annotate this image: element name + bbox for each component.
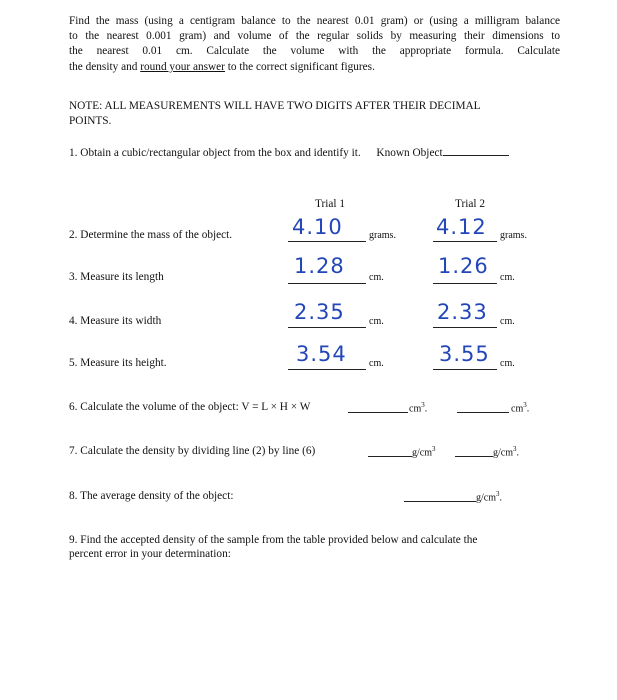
volume-trial-2-unit	[511, 401, 529, 414]
length-trial-1-line[interactable]	[288, 283, 366, 284]
width-trial-2-line[interactable]	[433, 327, 497, 328]
mass-trial-2-unit: grams.	[500, 230, 527, 241]
question-4: 4. Measure its width	[69, 315, 162, 327]
density-trial-2-unit	[493, 445, 519, 458]
instructions-line-3: the nearest 0.01 cm. Calculate the volume with the appropriate formula. Calculate	[69, 45, 560, 58]
instructions-line-4a: the density and	[69, 60, 138, 73]
density-unit-text: g/cm	[412, 447, 432, 459]
known-object-blank[interactable]	[443, 144, 509, 156]
width-trial-1-value: 2.35	[294, 300, 345, 324]
average-density-unit-exponent: 3	[496, 490, 500, 498]
height-trial-1-line[interactable]	[288, 369, 366, 370]
mass-trial-1-line[interactable]	[288, 241, 366, 242]
question-9-line-1: 9. Find the accepted density of the sample from the table provided below and calculate the	[69, 534, 478, 546]
round-answer-emphasis: round your answer	[140, 60, 225, 73]
trial-1-header: Trial 1	[315, 198, 346, 210]
known-object-label: Known Object	[376, 147, 443, 159]
height-trial-1-unit: cm.	[369, 358, 384, 369]
mass-trial-1-value: 4.10	[292, 215, 343, 239]
volume-trial-2-line[interactable]	[457, 412, 509, 413]
density-trial-2-line[interactable]	[455, 456, 493, 457]
length-trial-2-value: 1.26	[438, 254, 489, 278]
note-line-2: POINTS.	[69, 115, 112, 127]
question-1	[69, 144, 509, 159]
density-trial-1-line[interactable]	[368, 456, 412, 457]
question-8: 8. The average density of the object:	[69, 490, 234, 502]
volume-trial-1-unit	[409, 401, 427, 414]
question-1-text: 1. Obtain a cubic/rectangular object from the box and identify it.	[69, 147, 361, 159]
instructions-paragraph	[69, 14, 560, 75]
height-trial-2-value: 3.55	[439, 342, 490, 366]
width-trial-1-line[interactable]	[288, 327, 366, 328]
width-trial-2-value: 2.33	[437, 300, 488, 324]
height-trial-2-unit: cm.	[500, 358, 515, 369]
instructions-line-4b: to the correct significant figures.	[227, 60, 375, 73]
average-density-unit-text: g/cm	[476, 492, 496, 504]
average-density-line[interactable]	[404, 501, 476, 502]
question-3: 3. Measure its length	[69, 271, 164, 283]
instructions-line-4	[69, 60, 560, 75]
mass-trial-2-line[interactable]	[433, 241, 497, 242]
density-unit-exponent: 3	[513, 445, 517, 453]
average-density-unit	[476, 490, 502, 503]
width-trial-1-unit: cm.	[369, 316, 384, 327]
length-trial-2-unit: cm.	[500, 272, 515, 283]
volume-trial-1-line[interactable]	[348, 412, 408, 413]
volume-unit-text: cm	[409, 403, 422, 415]
trial-2-header: Trial 2	[455, 198, 486, 210]
volume-unit-period: .	[526, 403, 530, 415]
question-9-line-2: percent error in your determination:	[69, 548, 231, 560]
mass-trial-1-unit: grams.	[369, 230, 396, 241]
density-unit-text: g/cm	[493, 447, 513, 459]
note-line-1: NOTE: ALL MEASUREMENTS WILL HAVE TWO DIGITS AFTER THEIR DECIMAL	[69, 100, 481, 112]
volume-unit-exponent: 3	[421, 401, 425, 409]
mass-trial-2-value: 4.12	[436, 215, 487, 239]
length-trial-1-unit: cm.	[369, 272, 384, 283]
question-2: 2. Determine the mass of the object.	[69, 229, 233, 241]
average-density-unit-period: .	[499, 492, 502, 504]
height-trial-2-line[interactable]	[433, 369, 497, 370]
density-unit-period: .	[516, 447, 519, 459]
question-5: 5. Measure its height.	[69, 357, 167, 369]
width-trial-2-unit: cm.	[500, 316, 515, 327]
height-trial-1-value: 3.54	[296, 342, 347, 366]
length-trial-1-value: 1.28	[294, 254, 345, 278]
density-trial-1-unit	[412, 445, 436, 458]
instructions-line-1: Find the mass (using a centigram balance to the nearest 0.01 gram) or (using a milligram balance	[69, 15, 560, 27]
volume-unit-exponent: 3	[523, 401, 527, 409]
volume-unit-period: .	[424, 403, 428, 415]
question-6: 6. Calculate the volume of the object: V = L × H × W	[69, 401, 311, 413]
instructions-line-2: to the nearest 0.001 gram) and volume of the regular solids by measuring their dimensions to	[69, 30, 560, 43]
volume-unit-text: cm	[511, 403, 524, 415]
density-unit-exponent: 3	[432, 445, 436, 453]
length-trial-2-line[interactable]	[433, 283, 497, 284]
question-7: 7. Calculate the density by dividing line (2) by line (6)	[69, 445, 316, 457]
